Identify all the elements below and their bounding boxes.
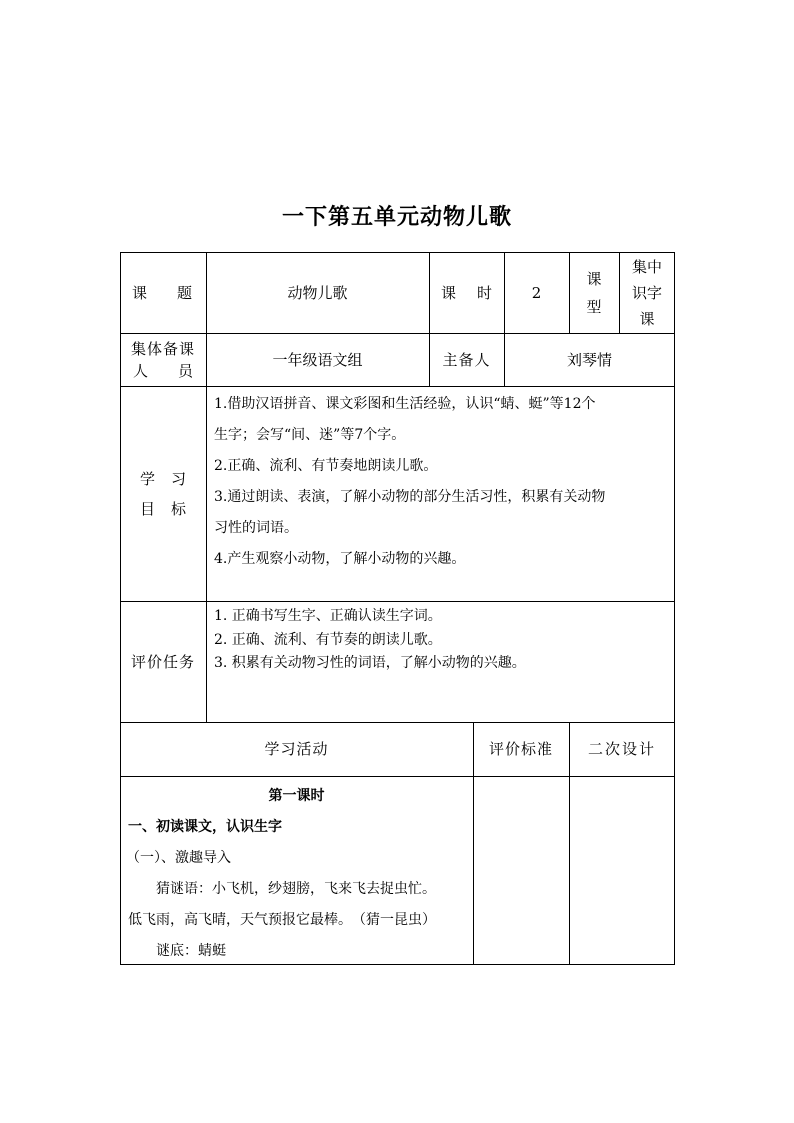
lead-label: 主备人 <box>442 350 491 369</box>
objectives-char: 习 <box>170 469 186 488</box>
team-value: 一年级语文组 <box>272 350 363 369</box>
topic-label-a: 课 <box>132 283 150 302</box>
topic-label-b: 题 <box>176 283 194 302</box>
type-value <box>619 252 675 333</box>
hours-label-a: 课 <box>441 283 457 302</box>
objective-line: 习性的词语。 <box>214 520 298 536</box>
hours-label-b: 时 <box>476 283 492 302</box>
evaluation-line: 2. 正确、流利、有节奏的朗读儿歌。 <box>214 631 442 648</box>
type-label <box>569 252 619 333</box>
objective-line: 生字；会写“间、迷”等7个字。 <box>214 427 406 443</box>
evaluation-line: 3. 积累有关动物习性的词语，了解小动物的兴趣。 <box>214 655 526 671</box>
objectives-label-line <box>140 494 186 524</box>
objective-line: 3.通过朗读、表演，了解小动物的部分生活习性，积累有关动物 <box>214 489 606 505</box>
team-label-b1: 人 <box>133 361 149 380</box>
col-divider <box>206 386 207 722</box>
riddle-line: 猜谜语：小飞机，纱翅膀，飞来飞去捉虫忙。 <box>156 881 436 897</box>
objective-line: 2.正确、流利、有节奏地朗读儿歌。 <box>214 458 438 474</box>
page-title: 一下第五单元动物儿歌 <box>281 205 512 230</box>
objective-line: 4.产生观察小动物，了解小动物的兴趣。 <box>214 551 466 567</box>
lead-value: 刘琴情 <box>566 350 612 369</box>
objectives-label <box>120 386 206 601</box>
criteria-header: 评价标准 <box>488 740 553 758</box>
topic-value: 动物儿歌 <box>287 283 348 302</box>
section-heading: 一、初读课文，认识生字 <box>128 819 282 835</box>
type-value-line: 识字 <box>631 283 662 302</box>
objectives-char: 学 <box>140 469 156 488</box>
riddle-line: 低飞雨，高飞晴，天气预报它最棒。 （猜一昆虫） <box>128 912 436 928</box>
evaluation-list <box>214 605 672 676</box>
type-label-a: 课 <box>586 269 602 288</box>
objectives-char: 标 <box>170 499 186 518</box>
sub-heading: （一）、激趣导入 <box>126 850 231 866</box>
activity-header: 学习活动 <box>264 740 329 758</box>
topic-label <box>120 252 206 333</box>
redesign-header: 二次设计 <box>587 740 656 758</box>
objectives-list <box>214 389 672 575</box>
row-divider <box>120 776 675 777</box>
riddle-answer: 谜底：蜻蜓 <box>156 943 226 959</box>
team-label <box>120 333 206 386</box>
evaluation-label: 评价任务 <box>130 652 195 671</box>
objectives-char: 目 <box>140 499 156 518</box>
objectives-label-line <box>140 464 186 494</box>
team-label-b2: 员 <box>177 361 193 380</box>
objective-line: 1.借助汉语拼音、课文彩图和生活经验，认识“蜻、蜓”等12个 <box>214 396 596 412</box>
type-label-b: 型 <box>586 297 602 316</box>
type-value-line: 集中 <box>631 257 662 276</box>
team-label-line: 集体备课 <box>130 339 195 358</box>
team-label-line <box>133 360 193 382</box>
evaluation-line: 1. 正确书写生字、正确认读生字词。 <box>214 608 442 624</box>
type-value-line: 课 <box>639 309 655 328</box>
hours-label <box>429 252 504 333</box>
lesson-heading: 第一课时 <box>268 788 325 804</box>
hours-value: 2 <box>531 283 542 302</box>
